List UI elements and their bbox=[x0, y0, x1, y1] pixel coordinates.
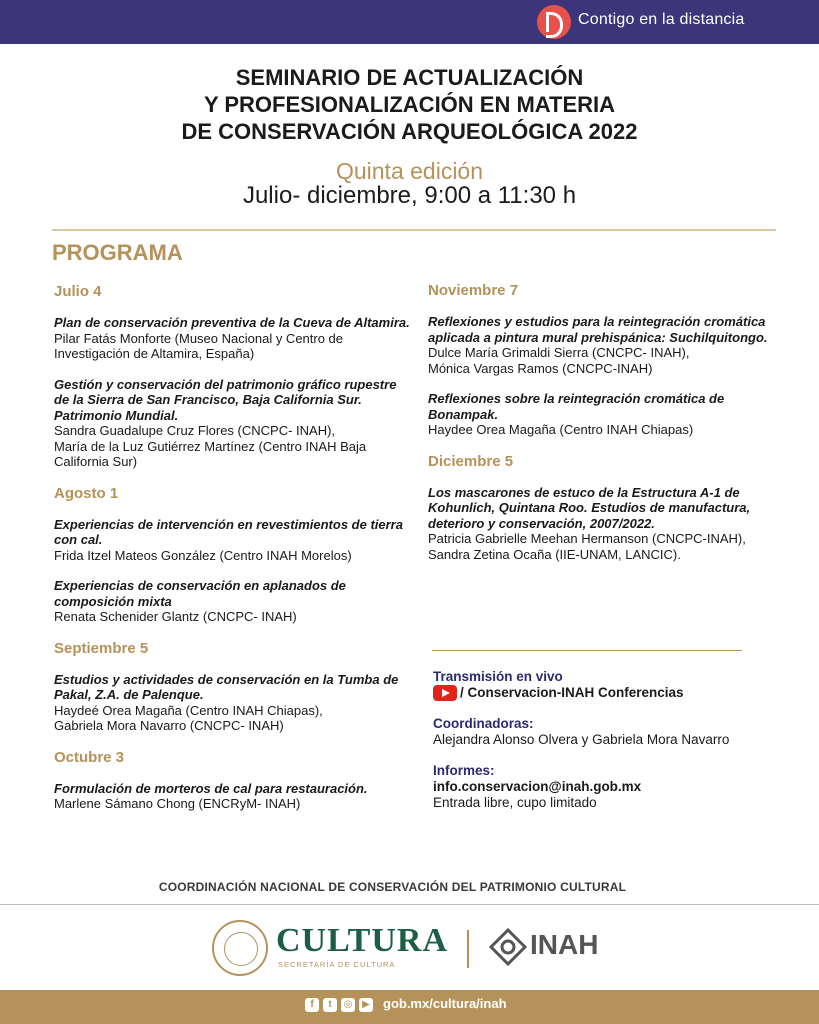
session-entry bbox=[54, 315, 414, 362]
title-line: Y PROFESIONALIZACIÓN EN MATERIA bbox=[203, 92, 616, 117]
session-speaker: Sandra Guadalupe Cruz Flores (CNCPC- INAH), bbox=[54, 423, 336, 438]
session-speaker: Frida Itzel Mateos González (Centro INAH Morelos) bbox=[54, 547, 352, 563]
stream-link[interactable] bbox=[433, 685, 793, 701]
stream-label: Transmisión en vivo bbox=[433, 669, 563, 684]
cultura-logo: CULTURA bbox=[276, 922, 449, 959]
top-banner bbox=[0, 0, 819, 44]
month-heading: Septiembre 5 bbox=[54, 639, 149, 657]
session-speaker: Patricia Gabrielle Meehan Hermanson (CNCPC-INAH), Sandra Zetina Ocaña (IIE-UNAM, LANCIC). bbox=[428, 531, 746, 562]
session-title: Reflexiones y estudios para la reintegración cromática aplicada a pintura mural prehispánica: Suchilquitongo. bbox=[428, 314, 768, 345]
divider bbox=[52, 229, 776, 231]
session-speaker: María de la Luz Gutiérrez Martínez (Centro INAH Baja California Sur) bbox=[54, 438, 367, 469]
session-title: Experiencias de conservación en aplanados de composición mixta bbox=[54, 578, 346, 609]
session-entry bbox=[428, 314, 773, 376]
social-icons bbox=[305, 998, 373, 1012]
coordinators-label: Coordinadoras: bbox=[433, 716, 534, 732]
session-entry bbox=[428, 485, 773, 563]
session-title: Experiencias de intervención en revestimientos de tierra con cal. bbox=[54, 516, 403, 547]
contact-info bbox=[433, 763, 793, 811]
month-heading: Octubre 3 bbox=[54, 748, 125, 766]
informes-label: Informes: bbox=[433, 763, 495, 779]
month-heading: Agosto 1 bbox=[54, 484, 119, 502]
month-heading: Diciembre 5 bbox=[428, 452, 514, 470]
session-title: Reflexiones sobre la reintegración cromática de Bonampak. bbox=[428, 391, 725, 422]
month-heading: Noviembre 7 bbox=[428, 282, 519, 299]
session-speaker: Haydeé Orea Magaña (Centro INAH Chiapas), bbox=[54, 702, 323, 718]
contact-email[interactable]: info.conservacion@inah.gob.mx bbox=[433, 779, 642, 795]
session-speaker: Dulce María Grimaldi Sierra (CNCPC- INAH), bbox=[428, 345, 690, 360]
session-entry bbox=[54, 578, 414, 625]
youtube-icon[interactable]: ▶ bbox=[359, 998, 373, 1012]
session-title: Los mascarones de estuco de la Estructura A-1 de Kohunlich, Quintana Roo. Estudios de manufactura, deterioro y conservación, 2007/2022. bbox=[428, 484, 751, 531]
session-entry bbox=[428, 391, 773, 438]
page-title bbox=[0, 64, 819, 145]
tagline: Contigo en la distancia bbox=[578, 11, 745, 28]
session-entry bbox=[54, 377, 414, 470]
program-column-left bbox=[54, 283, 414, 827]
session-speaker: Renata Schenider Glantz (CNCPC- INAH) bbox=[54, 609, 297, 624]
contigo-logo-icon bbox=[537, 5, 571, 39]
month-heading: Julio 4 bbox=[54, 283, 102, 300]
coordinators-info bbox=[433, 716, 793, 748]
instagram-icon[interactable]: ◎ bbox=[341, 998, 355, 1012]
mexico-seal-icon bbox=[212, 920, 268, 976]
facebook-icon[interactable]: f bbox=[305, 998, 319, 1012]
website-link[interactable]: gob.mx/cultura/inah bbox=[383, 996, 507, 1011]
inah-logo: INAH bbox=[530, 929, 599, 960]
coordination-name: COORDINACIÓN NACIONAL DE CONSERVACIÓN DEL PATRIMONIO CULTURAL bbox=[158, 880, 627, 894]
session-title: Gestión y conservación del patrimonio gráfico rupestre de la Sierra de San Francisco, Baja California Sur. Patrimonio Mundial. bbox=[54, 376, 397, 423]
session-speaker: Mónica Vargas Ramos (CNCPC-INAH) bbox=[428, 360, 653, 376]
title-line: SEMINARIO DE ACTUALIZACIÓN bbox=[235, 65, 584, 90]
divider bbox=[0, 904, 819, 905]
title-line: DE CONSERVACIÓN ARQUEOLÓGICA 2022 bbox=[181, 119, 638, 144]
youtube-icon bbox=[433, 685, 457, 701]
session-entry bbox=[54, 517, 414, 564]
schedule-dates: Julio- diciembre, 9:00 a 11:30 h bbox=[242, 182, 577, 209]
divider bbox=[432, 650, 742, 651]
session-speaker: Pilar Fatás Monforte (Museo Nacional y Centro de Investigación de Altamira, España) bbox=[54, 330, 344, 361]
session-speaker: Marlene Sámano Chong (ENCRyM- INAH) bbox=[54, 796, 301, 811]
coordinators-names: Alejandra Alonso Olvera y Gabriela Mora Navarro bbox=[433, 732, 730, 748]
stream-info bbox=[433, 669, 793, 701]
session-title: Estudios y actividades de conservación en la Tumba de Pakal, Z.A. de Palenque. bbox=[54, 671, 399, 702]
entry-note: Entrada libre, cupo limitado bbox=[433, 795, 597, 811]
twitter-icon[interactable]: t bbox=[323, 998, 337, 1012]
session-title: Formulación de morteros de cal para restauración. bbox=[54, 780, 368, 796]
secretaria-label: SECRETARÍA DE CULTURA bbox=[278, 960, 396, 969]
logo-separator bbox=[467, 930, 469, 968]
edition: Quinta edición bbox=[335, 158, 484, 184]
program-column-right bbox=[428, 282, 773, 577]
inah-emblem-icon bbox=[488, 927, 528, 967]
session-speaker: Gabriela Mora Navarro (CNCPC- INAH) bbox=[54, 718, 284, 733]
session-entry bbox=[54, 781, 414, 812]
stream-channel[interactable]: / Conservacion-INAH Conferencias bbox=[460, 685, 684, 700]
programa-heading: PROGRAMA bbox=[52, 240, 183, 265]
session-speaker: Haydee Orea Magaña (Centro INAH Chiapas) bbox=[428, 422, 694, 437]
session-entry bbox=[54, 672, 414, 734]
session-title: Plan de conservación preventiva de la Cueva de Altamira. bbox=[54, 315, 410, 330]
event-info bbox=[433, 669, 793, 826]
